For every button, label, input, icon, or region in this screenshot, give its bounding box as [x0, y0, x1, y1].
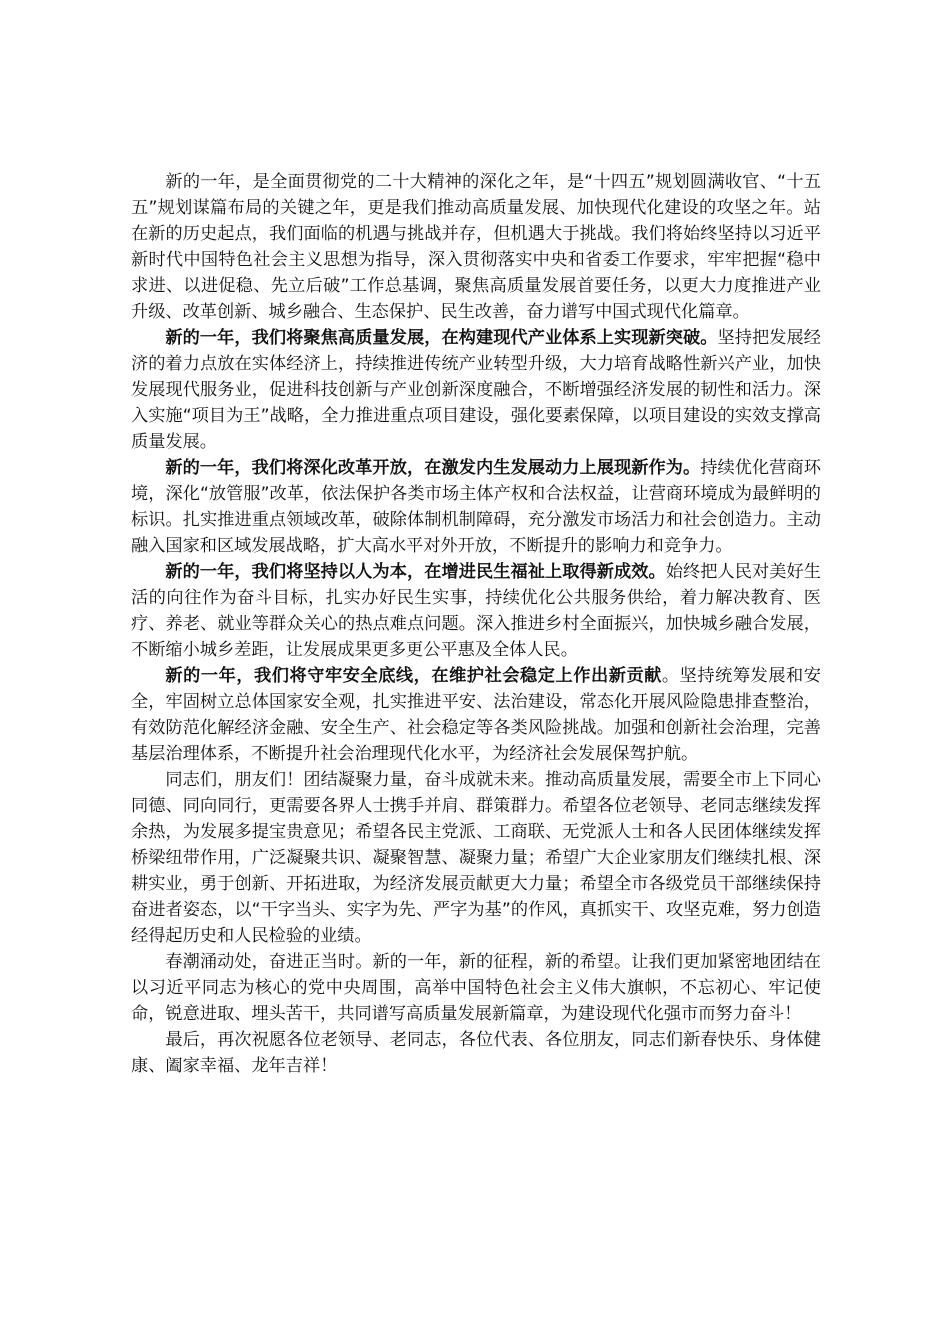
- paragraph-lead: 新的一年，我们将聚焦高质量发展，在构建现代产业体系上实现新突破。: [165, 328, 718, 348]
- paragraph-text: 。坚持统筹发展和安全，牢固树立总体国家安全观，扎实推进平安、法治建设，常态化开展风险隐患排查整治，有效防范化解经济金融、安全生产、社会稳定等各类风险挑战。加强和创新社会治理，完善基层治理体系，不断提升社会治理现代化水平，为经济社会发展保驾护航。: [131, 666, 821, 764]
- paragraph-appeal: [131, 767, 821, 949]
- paragraph-text: 持续优化营商环境，深化“放管服”改革，依法保护各类市场主体产权和合法权益，让营商环境成为最鲜明的标识。扎实推进重点领域改革，破除体制机制障碍，充分激发市场活力和社会创造力。主动融入国家和区域发展战略，扩大高水平对外开放，不断提升的影响力和竞争力。: [131, 458, 821, 556]
- paragraph-text: 新的一年，是全面贯彻党的二十大精神的深化之年，是“十四五”规划圆满收官、“十五五”规划谋篇布局的关键之年，更是我们推动高质量发展、加快现代化建设的攻坚之年。站在新的历史起点，我们面临的机遇与挑战并存，但机遇大于挑战。我们将始终坚持以习近平新时代中国特色社会主义思想为指导，深入贯彻落实中央和省委工作要求，牢牢把握“稳中求进、以进促稳、先立后破”工作总基调，聚焦高质量发展首要任务，以更大力度推进产业升级、改革创新、城乡融合、生态保护、民生改善，奋力谱写中国式现代化篇章。: [131, 172, 821, 322]
- paragraph-industry: [131, 325, 821, 455]
- paragraph-text: 坚持把发展经济的着力点放在实体经济上，持续推进传统产业转型升级，大力培育战略性新兴产业，加快发展现代服务业，促进科技创新与产业创新深度融合，不断增强经济发展的韧性和活力。深入实施“项目为王”战略，全力推进重点项目建设，强化要素保障，以项目建设的实效支撑高质量发展。: [131, 328, 821, 452]
- document-body: [131, 169, 821, 1079]
- paragraph-call-to-action: [131, 949, 821, 1027]
- paragraph-text: 始终把人民对美好生活的向往作为奋斗目标，扎实办好民生实事，持续优化公共服务供给，着力解决教育、医疗、养老、就业等群众关心的热点难点问题。深入推进乡村全面振兴，加快城乡融合发展，不断缩小城乡差距，让发展成果更多更公平惠及全体人民。: [131, 562, 821, 660]
- paragraph-intro: [131, 169, 821, 325]
- paragraph-text: 春潮涌动处，奋进正当时。新的一年，新的征程，新的希望。让我们更加紧密地团结在以习近平同志为核心的党中央周围，高举中国特色社会主义伟大旗帜，不忘初心、牢记使命，锐意进取、埋头苦干，共同谱写高质量发展新篇章，为建设现代化强市而努力奋斗！: [131, 952, 821, 1024]
- paragraph-reform: [131, 455, 821, 559]
- paragraph-closing: [131, 1027, 821, 1079]
- paragraph-lead: 新的一年，我们将守牢安全底线，在维护社会稳定上作出新贡献: [165, 666, 662, 686]
- paragraph-security: [131, 663, 821, 767]
- paragraph-text: 最后，再次祝愿各位老领导、老同志，各位代表、各位朋友，同志们新春快乐、身体健康、阖家幸福、龙年吉祥！: [131, 1030, 821, 1076]
- paragraph-lead: 新的一年，我们将坚持以人为本，在增进民生福祉上取得新成效。: [165, 562, 666, 582]
- paragraph-text: 同志们，朋友们！团结凝聚力量，奋斗成就未来。推动高质量发展，需要全市上下同心同德、同向同行，更需要各界人士携手并肩、群策群力。希望各位老领导、老同志继续发挥余热，为发展多提宝贵意见；希望各民主党派、工商联、无党派人士和各人民团体继续发挥桥梁纽带作用，广泛凝聚共识、凝聚智慧、凝聚力量；希望广大企业家朋友们继续扎根、深耕实业，勇于创新、开拓进取，为经济发展贡献更大力量；希望全市各级党员干部继续保持奋进者姿态，以“干字当头、实字为先、严字为基”的作风，真抓实干、攻坚克难，努力创造经得起历史和人民检验的业绩。: [131, 770, 821, 946]
- paragraph-livelihood: [131, 559, 821, 663]
- paragraph-lead: 新的一年，我们将深化改革开放，在激发内生发展动力上展现新作为。: [165, 458, 701, 478]
